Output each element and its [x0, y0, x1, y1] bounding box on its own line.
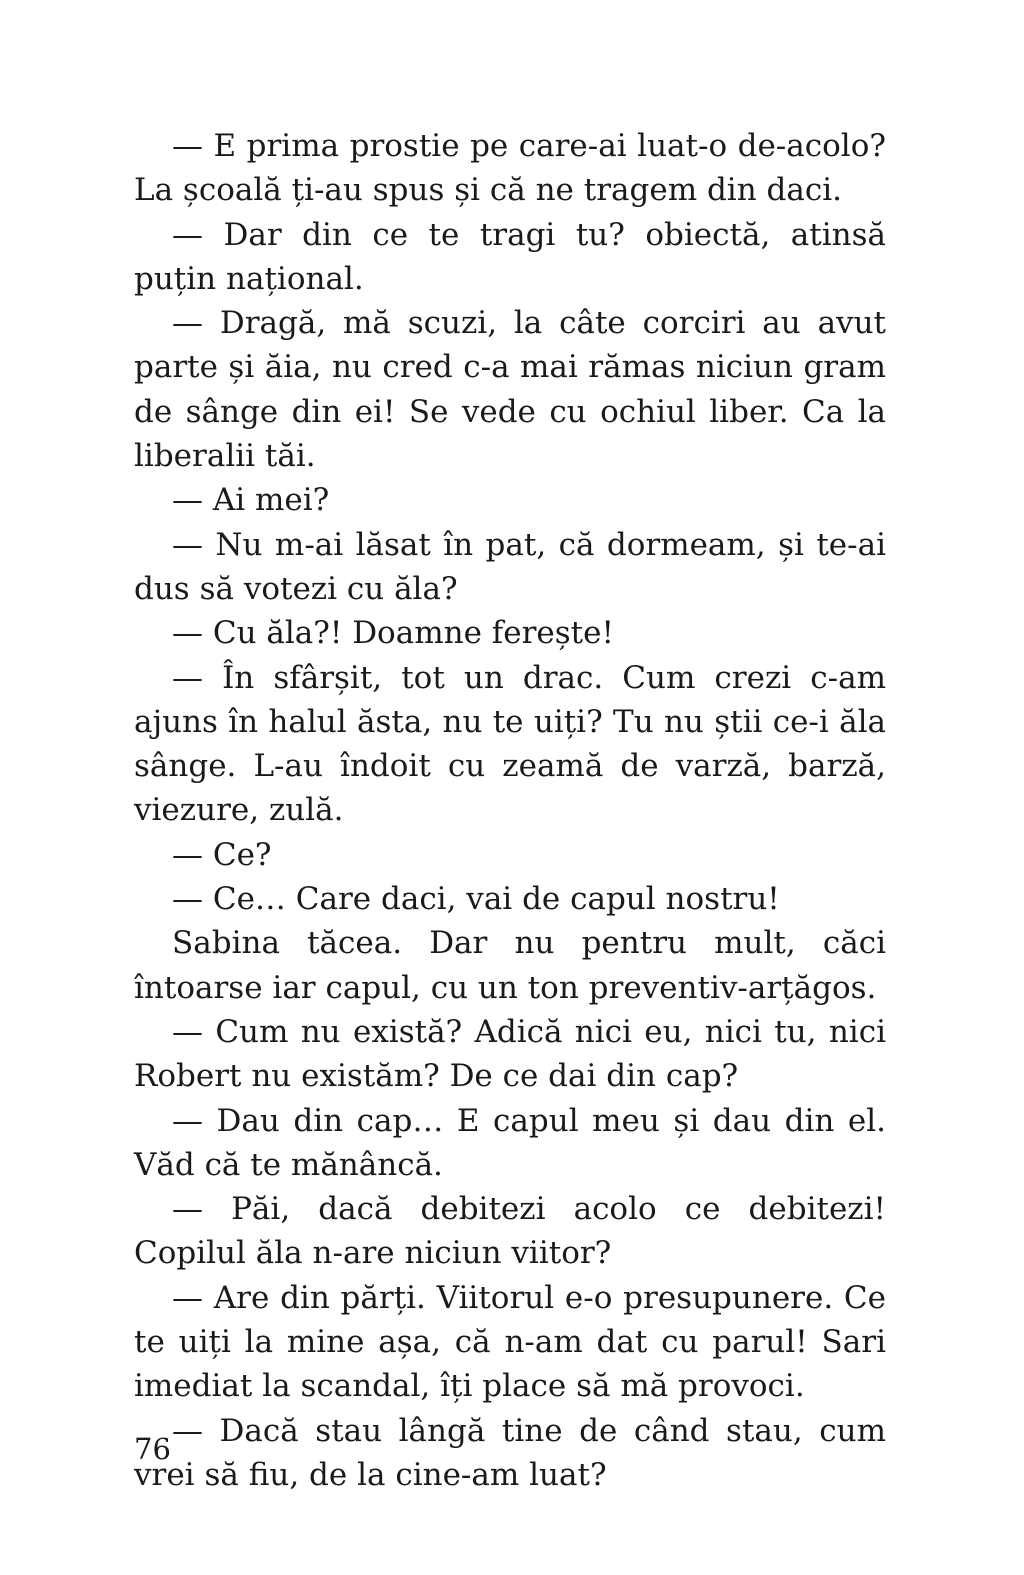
body-text [134, 124, 886, 1497]
paragraph: — E prima prostie pe care-ai luat-o de-acolo? La școală ți-au spus și că ne tragem din daci. [134, 128, 886, 209]
paragraph: — Ce… Care daci, vai de capul nostru! [172, 881, 780, 918]
page-number: 76 [134, 1432, 171, 1466]
paragraph: — Dar din ce te tragi tu? obiectă, atinsă puțin național. [134, 216, 886, 297]
paragraph: — Nu m-ai lăsat în pat, că dormeam, și te-ai dus să votezi cu ăla? [134, 526, 886, 607]
paragraph: — În sfârșit, tot un drac. Cum crezi c-am ajuns în halul ăsta, nu te uiți? Tu nu știi ce-i ăla sânge. L-au îndoit cu zeamă de varză, barză, viezure, zulă. [134, 659, 886, 829]
paragraph: — Dau din cap… E capul meu și dau din el. Văd că te mănâncă. [134, 1102, 886, 1183]
paragraph: — Are din părți. Viitorul e-o presupunere. Ce te uiți la mine așa, că n-am dat cu parul! Sari imediat la scandal, îți place să mă provoci. [134, 1279, 886, 1405]
paragraph: — Dragă, mă scuzi, la câte corciri au avut parte și ăia, nu cred c-a mai rămas niciun gram de sânge din ei! Se vede cu ochiul liber. Ca la liberalii tăi. [134, 305, 886, 475]
paragraph: — Ai mei? [172, 482, 330, 519]
paragraph: — Cum nu există? Adică nici eu, nici tu, nici Robert nu existăm? De ce dai din cap? [134, 1013, 886, 1095]
paragraph: Sabina tăcea. Dar nu pentru mult, căci întoarse iar capul, cu un ton preventiv-arțăgos. [134, 925, 886, 1006]
paragraph: — Păi, dacă debitezi acolo ce debitezi! Copilul ăla n-are niciun viitor? [134, 1191, 886, 1272]
paragraph: — Dacă stau lângă tine de când stau, cum vrei să fiu, de la cine-am luat? [134, 1412, 886, 1493]
paragraph: — Cu ăla?! Doamne ferește! [172, 615, 614, 652]
paragraph: — Ce? [172, 836, 272, 873]
